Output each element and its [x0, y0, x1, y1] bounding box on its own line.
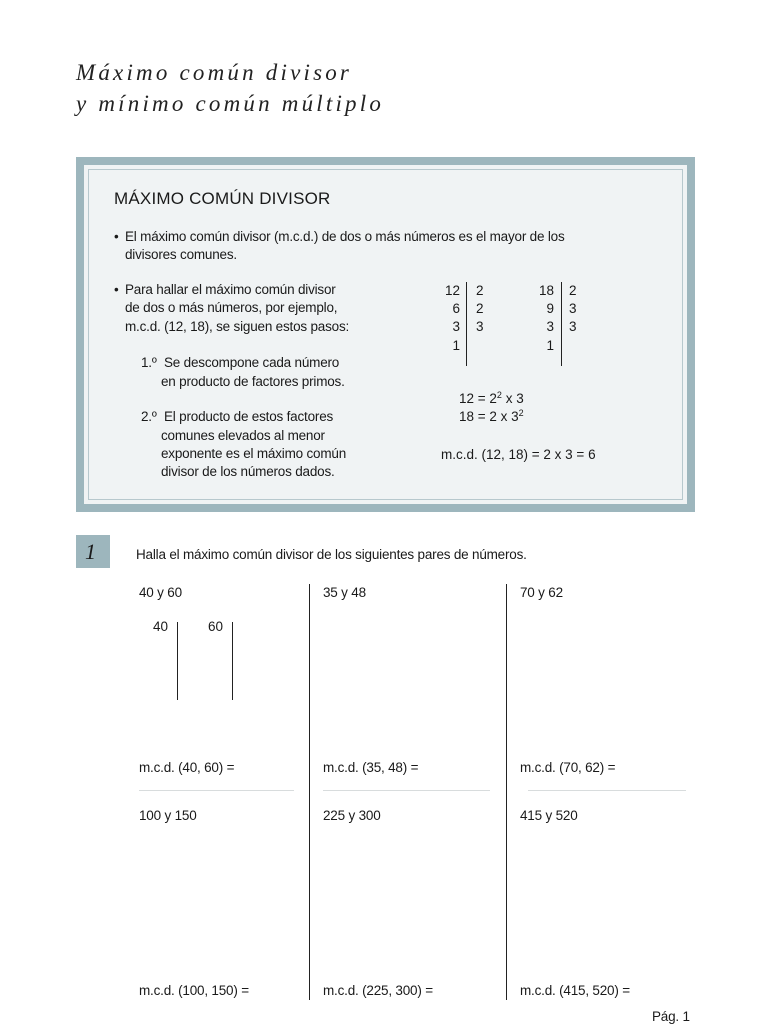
answer-225-300: m.c.d. (225, 300) =: [323, 983, 433, 998]
step-2-line-1: El producto de estos factores: [164, 409, 334, 424]
section-heading: MÁXIMO COMÚN DIVISOR: [114, 189, 331, 208]
column-divider-2: [506, 584, 507, 1000]
factorization-12-base: 12 = 2: [459, 391, 497, 406]
decomp-18-left-1: 9: [546, 301, 554, 316]
pair-label-40-60: 40 y 60: [139, 585, 182, 600]
factorization-18-base: 18 = 2 x 3: [459, 409, 519, 424]
decomp-18-divider: [561, 282, 562, 366]
bullet-marker: •: [114, 282, 119, 297]
exercise-instruction: Halla el máximo común divisor de los siguientes pares de números.: [136, 547, 527, 562]
decomp-18-left-3: 1: [546, 338, 554, 353]
page-number: Pág. 1: [652, 1009, 690, 1024]
page-title-line-1: Máximo común divisor: [76, 60, 353, 85]
step-2-number: 2.º: [141, 409, 157, 424]
factorization-12: [459, 391, 524, 406]
factorization-12-exponent: 2: [496, 390, 502, 400]
decomp-18-right-0: 2: [569, 283, 577, 298]
answer-35-48: m.c.d. (35, 48) =: [323, 760, 419, 775]
method-line-3: m.c.d. (12, 18), se siguen estos pasos:: [125, 319, 350, 334]
decomp-12-left-1: 6: [452, 301, 460, 316]
factorization-18-exponent: 2: [518, 408, 524, 418]
decomp-12-divider: [466, 282, 467, 366]
answer-415-520: m.c.d. (415, 520) =: [520, 983, 630, 998]
decomp-18-right-1: 3: [569, 301, 577, 316]
method-line-2: de dos o más números, por ejemplo,: [125, 300, 338, 315]
step-2-line-2: comunes elevados al menor: [161, 428, 325, 443]
pair-label-415-520: 415 y 520: [520, 808, 578, 823]
factorization-12-tail: x 3: [501, 391, 524, 406]
row-separator-1: [139, 790, 294, 791]
work-area-40: 40: [153, 619, 169, 634]
decomp-12-right-0: 2: [476, 283, 484, 298]
step-2-line-4: divisor de los números dados.: [161, 464, 335, 479]
row-separator-3: [528, 790, 686, 791]
step-2-line-3: exponente es el máximo común: [161, 446, 347, 461]
pair-label-100-150: 100 y 150: [139, 808, 197, 823]
decomp-12-left-0: 12: [444, 283, 460, 298]
work-area-60-divider: [232, 622, 233, 700]
work-area-40-divider: [177, 622, 178, 700]
definition-line-1: El máximo común divisor (m.c.d.) de dos o más números es el mayor de los: [125, 229, 565, 244]
factorization-18: [459, 409, 524, 424]
decomp-12-left-3: 1: [452, 338, 460, 353]
pair-label-225-300: 225 y 300: [323, 808, 381, 823]
answer-70-62: m.c.d. (70, 62) =: [520, 760, 616, 775]
step-1-line-1: Se descompone cada número: [164, 355, 340, 370]
answer-40-60: m.c.d. (40, 60) =: [139, 760, 235, 775]
pair-label-35-48: 35 y 48: [323, 585, 366, 600]
row-separator-2: [323, 790, 490, 791]
exercise-number-badge: 1: [76, 535, 110, 568]
definition-line-2: divisores comunes.: [125, 247, 237, 262]
decomp-12-right-2: 3: [476, 319, 484, 334]
method-line-1: Para hallar el máximo común divisor: [125, 282, 336, 297]
decomp-18-left-0: 18: [538, 283, 554, 298]
pair-label-70-62: 70 y 62: [520, 585, 563, 600]
page-title-line-2: y mínimo común múltiplo: [76, 91, 385, 116]
bullet-marker: •: [114, 229, 119, 244]
work-area-60: 60: [208, 619, 224, 634]
step-1-line-2: en producto de factores primos.: [161, 374, 345, 389]
mcd-result: m.c.d. (12, 18) = 2 x 3 = 6: [441, 447, 596, 462]
decomp-18-right-2: 3: [569, 319, 577, 334]
decomp-18-left-2: 3: [546, 319, 554, 334]
answer-100-150: m.c.d. (100, 150) =: [139, 983, 249, 998]
column-divider-1: [309, 584, 310, 1000]
decomp-12-left-2: 3: [452, 319, 460, 334]
decomp-12-right-1: 2: [476, 301, 484, 316]
step-1-number: 1.º: [141, 355, 157, 370]
